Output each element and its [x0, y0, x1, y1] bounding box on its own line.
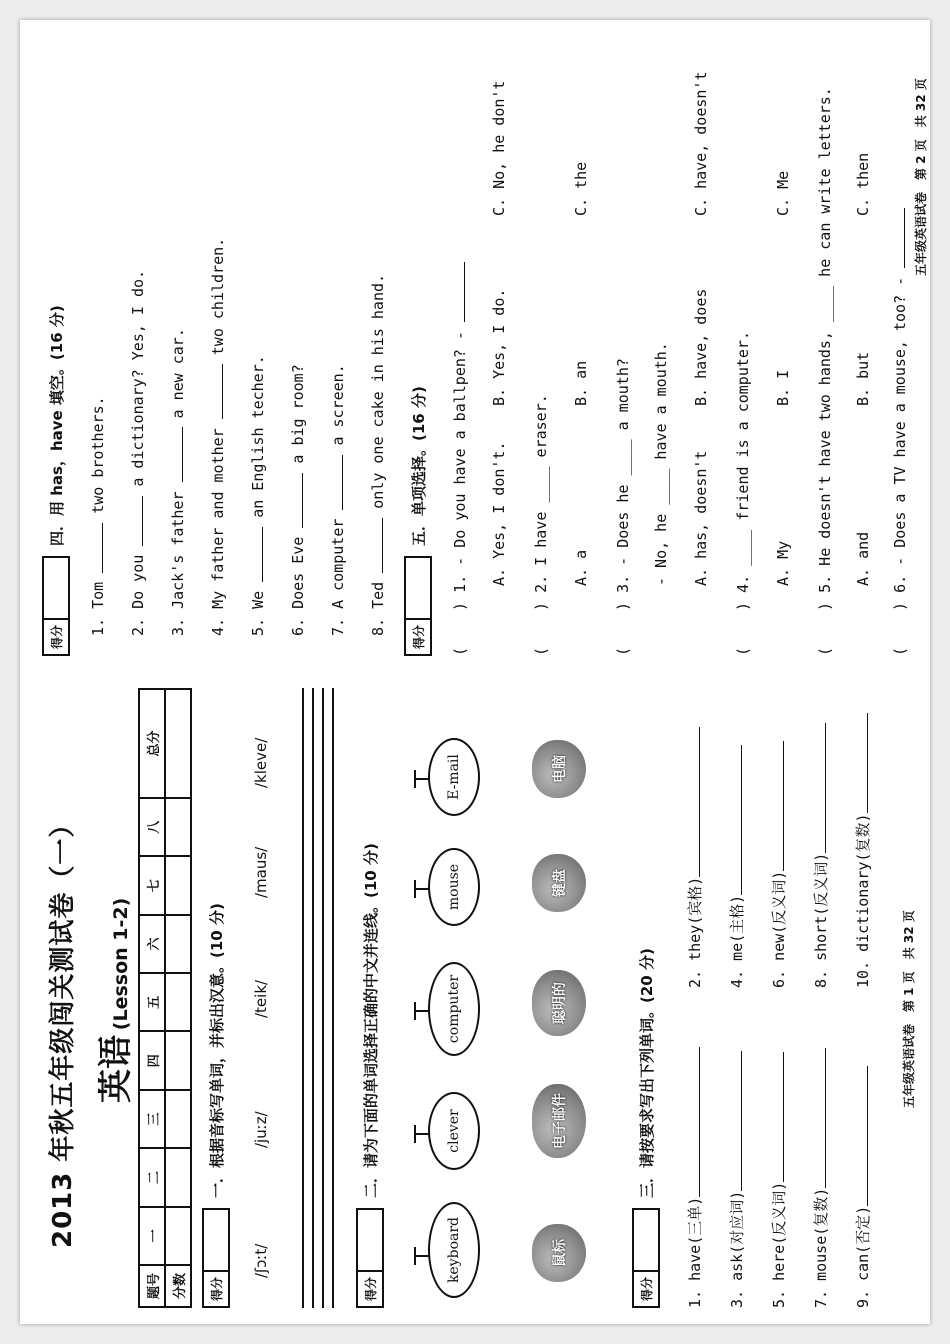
- answer-blank[interactable]: [685, 1047, 700, 1197]
- mc-q5-option-b[interactable]: B. but: [854, 351, 872, 406]
- rotated-page-content: [20, 20, 930, 1324]
- word-keyboard[interactable]: keyboard: [428, 1202, 480, 1298]
- score-cell[interactable]: [165, 1090, 191, 1148]
- score-table-header-row: [139, 689, 165, 1307]
- score-input[interactable]: [406, 558, 430, 618]
- score-label: 得分: [406, 618, 430, 654]
- answer-line-3[interactable]: [322, 688, 324, 1308]
- score-cell[interactable]: [165, 1207, 191, 1265]
- phonetic-1: /ʃɔːt/: [252, 1243, 270, 1278]
- subject-line: [88, 898, 137, 1103]
- score-label: 得分: [204, 1270, 228, 1306]
- word-item-6: 6. new(反义词): [768, 741, 789, 988]
- mc-question-2: () 2. I have ____ eraser.: [532, 394, 550, 656]
- mc-q5-option-a[interactable]: A. and: [854, 531, 872, 586]
- score-col-7: 七: [139, 856, 165, 914]
- mc-q3-option-c[interactable]: C. have, doesn't: [692, 71, 710, 216]
- fill-item-4: 4. My father and mother two children.: [209, 237, 227, 636]
- section1-heading: 一．根据音标写单词，并标出汉意。(10 分): [208, 903, 226, 1198]
- fill-item-7: 7. A computer a screen.: [329, 364, 347, 636]
- phonetic-2: /juːz/: [252, 1111, 270, 1148]
- footer-left: 五年级英语试卷 第 1 页 共 32 页: [902, 910, 916, 1108]
- section5-heading: 五．单项选择。(16 分): [410, 386, 428, 546]
- word-item-4: 4. me(主格): [726, 745, 747, 988]
- word-item-2: 2. they(宾格): [684, 727, 705, 988]
- answer-blank[interactable]: [685, 727, 700, 877]
- answer-blank[interactable]: [769, 741, 784, 871]
- word-item-3: 3. ask(对应词): [726, 1051, 747, 1308]
- section4-score-box: [42, 556, 70, 656]
- answer-blank[interactable]: [328, 455, 343, 510]
- mc-q3-option-b[interactable]: B. have, does: [692, 288, 710, 406]
- word-clever[interactable]: clever: [428, 1092, 480, 1170]
- mc-q2-option-c[interactable]: C. the: [572, 161, 590, 216]
- score-col-1: 一: [139, 1207, 165, 1265]
- mc-q1-option-b[interactable]: B. Yes, I do.: [490, 288, 508, 406]
- word-item-9: 9. can(否定): [852, 1066, 873, 1308]
- phonetic-4: /maus/: [252, 846, 270, 898]
- score-cell[interactable]: [165, 915, 191, 973]
- word-item-7: 7. mouse(复数): [810, 1048, 831, 1308]
- mc-q4-option-b[interactable]: B. I: [774, 369, 792, 406]
- mc-q2-option-b[interactable]: B. an: [572, 360, 590, 406]
- phonetic-5: /kleve/: [252, 737, 270, 788]
- mc-q2-option-a[interactable]: A. a: [572, 549, 590, 586]
- answer-line-4[interactable]: [332, 688, 334, 1308]
- score-table-row2-label: 分数: [165, 1265, 191, 1307]
- answer-blank[interactable]: [811, 1048, 826, 1188]
- score-cell[interactable]: [165, 1148, 191, 1206]
- answer-blank[interactable]: [208, 364, 223, 419]
- score-label: 得分: [44, 618, 68, 654]
- score-col-6: 六: [139, 915, 165, 973]
- fill-item-3: 3. Jack's father a new car.: [169, 328, 187, 636]
- section1-score-box: [202, 1208, 230, 1308]
- phonetic-3: /teik/: [252, 979, 270, 1018]
- answer-blank[interactable]: [811, 723, 826, 853]
- subject-name: 英语: [96, 1035, 136, 1103]
- answer-line-2[interactable]: [312, 688, 314, 1308]
- answer-blank[interactable]: [128, 496, 143, 546]
- answer-blank[interactable]: [853, 714, 868, 814]
- mc-question-6: () 6. - Does a TV have a mouse, too? -: [890, 208, 909, 656]
- score-table-row1-label: 题号: [139, 1265, 165, 1307]
- fill-item-8: 8. Ted only one cake in his hand.: [369, 273, 387, 636]
- mc-question-5: () 5. He doesn't have two hands, ____ he can write letters.: [816, 87, 834, 656]
- answer-blank[interactable]: [368, 518, 383, 573]
- right-page: [20, 26, 930, 656]
- mc-q5-option-c[interactable]: C. then: [854, 152, 872, 216]
- chinese-mouse[interactable]: 鼠标: [532, 1224, 586, 1282]
- score-cell[interactable]: [165, 1032, 191, 1090]
- word-item-10: 10. dictionary(复数): [852, 714, 873, 989]
- mc-question-1: () 1. - Do you have a ballpen? -: [450, 262, 469, 656]
- score-input[interactable]: [204, 1210, 228, 1270]
- score-table: [138, 688, 192, 1308]
- mc-question-3-line2: - No, he ____ have a mouth.: [652, 342, 670, 586]
- answer-blank[interactable]: [168, 427, 183, 482]
- word-mouse[interactable]: mouse: [428, 848, 480, 926]
- answer-blank[interactable]: [853, 1066, 868, 1206]
- word-item-5: 5. here(反义词): [768, 1052, 789, 1308]
- answer-blank[interactable]: [88, 523, 103, 573]
- chinese-computer[interactable]: 电脑: [532, 740, 586, 798]
- mc-q3-option-a[interactable]: A. has, doesn't: [692, 450, 710, 586]
- fill-item-6: 6. Does Eve a big room?: [289, 364, 307, 636]
- chinese-keyboard[interactable]: 键盘: [532, 854, 586, 912]
- answer-blank[interactable]: [288, 473, 303, 528]
- answer-blank[interactable]: [890, 208, 905, 268]
- answer-line-1[interactable]: [302, 688, 304, 1308]
- word-item-1: 1. have(三单): [684, 1047, 705, 1308]
- score-input[interactable]: [634, 1210, 658, 1270]
- score-col-2: 二: [139, 1148, 165, 1206]
- section5-score-box: [404, 556, 432, 656]
- fill-item-5: 5. We an English techer.: [249, 355, 267, 636]
- score-col-total: 总分: [139, 689, 165, 798]
- score-label: 得分: [634, 1270, 658, 1306]
- word-computer[interactable]: computer: [428, 962, 480, 1056]
- mc-q4-option-a[interactable]: A. My: [774, 540, 792, 586]
- section2-score-box: [356, 1208, 384, 1308]
- mc-question-4: () 4. ____ friend is a computer.: [734, 331, 752, 656]
- word-email[interactable]: E-mail: [428, 738, 480, 816]
- lesson-range: (Lesson 1-2): [110, 897, 132, 1031]
- mc-question-3: () 3. - Does he ____ a mouth?: [614, 358, 632, 656]
- score-cell[interactable]: [165, 798, 191, 856]
- answer-blank[interactable]: [450, 262, 465, 322]
- fill-item-1: 1. Tom two brothers.: [89, 396, 107, 636]
- score-col-3: 三: [139, 1090, 165, 1148]
- score-input[interactable]: [358, 1210, 382, 1270]
- score-label: 得分: [358, 1270, 382, 1306]
- score-col-8: 八: [139, 798, 165, 856]
- score-table-score-row: [165, 689, 191, 1307]
- score-col-5: 五: [139, 973, 165, 1031]
- section2-heading: 二．请为下面的单词选择正确的中文并连线。(10 分): [362, 843, 380, 1198]
- fill-item-2: 2. Do you a dictionary? Yes, I do.: [129, 269, 147, 636]
- section3-heading: 三．请按要求写出下列单词。(20 分): [638, 948, 656, 1198]
- answer-blank[interactable]: [727, 745, 742, 895]
- exam-title: 2013 年秋五年级闯关测试卷（一）: [48, 810, 78, 1248]
- word-item-8: 8. short(反义词): [810, 723, 831, 988]
- left-page: [20, 688, 930, 1308]
- chinese-clever[interactable]: 聪明的: [532, 970, 586, 1036]
- score-cell[interactable]: [165, 856, 191, 914]
- score-cell[interactable]: [165, 973, 191, 1031]
- answer-blank[interactable]: [248, 527, 263, 582]
- mc-q1-option-c[interactable]: C. No, he don't: [490, 80, 508, 216]
- section4-heading: 四．用 has，have 填空。(16 分): [48, 305, 66, 546]
- mc-q4-option-c[interactable]: C. Me: [774, 170, 792, 216]
- answer-blank[interactable]: [727, 1051, 742, 1191]
- mc-q1-option-a[interactable]: A. Yes, I don't.: [490, 441, 508, 586]
- score-cell[interactable]: [165, 689, 191, 798]
- exam-sheet: [20, 20, 930, 1324]
- chinese-email[interactable]: 电子邮件: [532, 1084, 586, 1158]
- section3-score-box: [632, 1208, 660, 1308]
- footer-right: 五年级英语试卷 第 2 页 共 32 页: [914, 78, 928, 276]
- answer-blank[interactable]: [769, 1052, 784, 1182]
- score-input[interactable]: [44, 558, 68, 618]
- score-col-4: 四: [139, 1032, 165, 1090]
